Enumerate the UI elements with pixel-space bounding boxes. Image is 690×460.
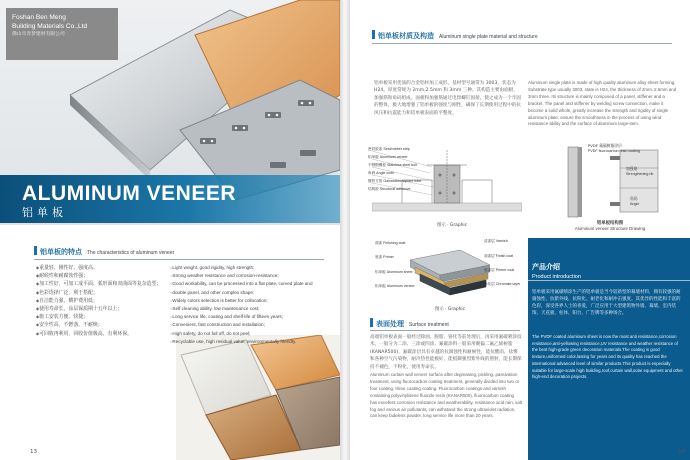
graph-caption: 图示 · Graphic bbox=[436, 223, 468, 228]
stiffener-label bbox=[626, 166, 653, 176]
list-item: ◆ 色彩选择广泛，利于搭配； bbox=[36, 289, 161, 297]
surface-paragraph-cn: 高端铝单板表面一般经过除油、脱脂、铬化等前处理后，再采用氟碳喷涂技术，一般分为二涂、三涂或四涂。氟碳涂料一般采用聚偏二氟乙烯树脂(KANAR500)，氟碳涂层具有卓越的抗腐蚀性和耐候性，能抗酸雨、盐雾和各种空气污染物，耐冷热性能极好，能抵御强烈紫外线的照射，能长期保持不褪色，不粉化，使用寿命长。 bbox=[370, 335, 522, 370]
detail-label: 结构胶 Structural adhesive bbox=[368, 187, 411, 191]
drawing-caption-cn: 铝单板结构图 bbox=[596, 221, 624, 226]
product-intro-heading bbox=[532, 262, 581, 280]
list-item: ◆ 重量轻、刚性好、强度高； bbox=[36, 264, 161, 272]
list-item: ○ Strong weather resistance and corrosion-resistance; bbox=[170, 272, 313, 280]
product-intro-paragraph-en: The PVDF coated aluminum sheet is now the most anti resistance,corrosion resistance,anti-yellowing resistance,UV resistance and weather resistance of the best high-grade green decoration materials.The coating is good texture,uniformed color,lasting for years and its quality has reached the international advanced level of similar products.This product is especially suitable for large-scale high building,roof,curtain wall,solar equipment and other high-end decoration projects. bbox=[532, 334, 683, 380]
book-gutter bbox=[340, 0, 350, 460]
list-item: ◆ 使用寿命长，涂层保质期十五年以上； bbox=[36, 305, 161, 313]
hero-subtitle: 铝单板 bbox=[22, 206, 67, 219]
structure-title-cn: 铝单板材质及构造 bbox=[378, 32, 434, 40]
list-item: ○ Widely colors selection is better for collocation; bbox=[170, 297, 313, 305]
page-number-left: 13 bbox=[30, 449, 37, 455]
layer-label-right: 面漆层 Finish coat bbox=[484, 254, 514, 258]
product-intro-title-cn: 产品介绍 bbox=[532, 263, 560, 271]
product-intro-divider bbox=[528, 280, 690, 281]
layer-label-left: 底漆 Primer bbox=[375, 255, 394, 259]
corner-label bbox=[630, 196, 639, 206]
layer-label-right: 底漆层 Primer coat bbox=[484, 268, 515, 272]
hero-title: ALUMINUM VENEER bbox=[22, 182, 237, 205]
product-intro-title-en: Product introduction bbox=[532, 274, 581, 280]
corner-label-cn: 角码 bbox=[630, 196, 638, 201]
features-divider bbox=[34, 259, 324, 260]
detail-label: 铝单板 Aluminum veneer bbox=[368, 155, 408, 159]
company-name-cn: 佛山市奔梦建材有限公司 bbox=[12, 32, 65, 37]
structure-divider bbox=[372, 43, 672, 44]
list-item: ◆ 耐候性和耐腐蚀性强； bbox=[36, 272, 161, 280]
drawing-caption-en: Aluminum veneer Structure Drawing bbox=[574, 226, 646, 231]
company-label-box bbox=[6, 8, 118, 60]
corner-label-en: Angle bbox=[630, 202, 640, 206]
layer-label-right: 铬化层 Chromate layer bbox=[484, 282, 521, 286]
features-title-bar bbox=[34, 246, 37, 255]
left-page bbox=[0, 0, 340, 460]
list-item: ○ Light weight, good rigidity, high strength; bbox=[170, 264, 313, 272]
pvdf-label-cn: PVDF 氟碳树脂涂层 bbox=[588, 143, 622, 148]
list-item: ○ Long service life, coating and shelf-life of fifteen years; bbox=[170, 313, 313, 321]
panel-swatches-illustration bbox=[176, 335, 340, 460]
structure-drawing bbox=[548, 142, 678, 220]
structure-paragraph-en: Aluminum single plate is made of high quality aluminum alloy sheet forming. Substrate type usually 3003, state is H24, the thickness of 2mm, 2.5mm and 3mm three. Its structure is mainly composed of a panel, stiffener and a bracket. The panel and stiffener by welding screw connection, make it become a solid whole, greatly increase the strength and rigidity of single aluminum plate, ensure the smoothness in the process of using wind resistance ability and the surface of aluminum large-item. bbox=[528, 80, 677, 127]
stiffener-label-en: Strengthening rib bbox=[626, 172, 654, 176]
detail-label: 角码 Angle code bbox=[368, 171, 395, 175]
list-item: ○ Recyclable use, high residual value, environmentally friendly. bbox=[170, 338, 313, 346]
features-title-en: The characteristics of aluminum veneer bbox=[87, 250, 175, 256]
list-item: ◆ 安全性高，不燃落，不耐焕； bbox=[36, 321, 161, 329]
structure-title-bar bbox=[372, 30, 375, 39]
structure-heading bbox=[378, 31, 538, 41]
features-list-en bbox=[170, 264, 313, 346]
surface-divider bbox=[370, 330, 520, 331]
pvdf-label bbox=[588, 143, 640, 153]
features-list-cn bbox=[36, 264, 161, 338]
product-intro-paragraph-cn: 铝单板采用氟碳喷涂生产的铝单板是当今较新型的幕墙材料，拥有较强的耐腐蚀性、抗紫外线、抗粉化、耐老化和耐冲击强度。其优异的性能和丰富的色彩，深受各界人士的喜爱，广泛应用于大型建筑物外墙、幕墙、室内装饰、天花板、柱体、阳台、广告牌等多种场合。 bbox=[532, 290, 681, 316]
layer-label-left: 铝单板 Aluminum sheet bbox=[375, 270, 413, 274]
surface-paragraph-en: Aluminum curtain wall veneer surface after degreasing, pickling, passivation treatment, using fluorocarbon coating treatment, generally divided into two or four coating, three coating coating. Fluorocarbon coatings and varnish containing polyvinylidene fluoride resin (KANAR500), fluorocarbon coating has excellent corrosion resistance and weatherability, resistance acid rain, salt fog and various air pollutants, can withstand the strong ultraviolet radiation, can keep fadeless powder, long service life more than 20 years. bbox=[370, 372, 522, 419]
coating-layers-diagram bbox=[410, 240, 490, 300]
page-number-right: 14 bbox=[678, 449, 685, 455]
surface-title-cn: 表面处理 bbox=[376, 320, 404, 328]
list-item: ○ Good workability, can be processed into a flat plate, curved plate and bbox=[170, 280, 313, 288]
layers-caption: 图示 · Graphic bbox=[434, 307, 466, 312]
surface-heading bbox=[376, 319, 449, 329]
detail-label: 不锈钢螺栓 Stainless steel bolt bbox=[368, 163, 417, 167]
structure-paragraph-cn: 铝单板采用优质的合金铝材加工成形。基材型号通常为 3003，状态为 H24。厚度常规为 2mm,2.5mm 和 3mm 三种。其构造主要由面板、加强筋和角码组成。面板和加强筋通过电焊螺钉固接，使之成为一个牢固的整体，极大地增强了铝单板的强度与刚性，确保了长期使用过程中的抗风压和抗震能力和铝单板表面的平整度。 bbox=[374, 81, 522, 116]
list-item: ○ double panel, and other complex shape; bbox=[170, 289, 313, 297]
surface-title-en: Surface treatment bbox=[409, 322, 449, 328]
list-item: ◆ 施工安装方便、快捷； bbox=[36, 313, 161, 321]
list-item: ◆ 加工性好，可加工成平面、弧形面和双曲面等复杂造型； bbox=[36, 280, 161, 288]
surface-title-bar bbox=[370, 318, 373, 327]
list-item: ◆ 自洁能力强，横护费用低； bbox=[36, 297, 161, 305]
company-name-line1: Foshan Ben Meng bbox=[12, 14, 66, 21]
list-item: ○ Convenient, fast construction and installation; bbox=[170, 321, 313, 329]
stiffener-label-cn: 加强筋 bbox=[626, 166, 638, 171]
detail-label: 镀锌方管 Galvanized square tube bbox=[368, 179, 422, 183]
list-item: ○ Self cleaning ability, low maintenance cost; bbox=[170, 305, 313, 313]
company-name-line2: Building Materials Co.,Ltd bbox=[12, 23, 88, 30]
layer-label-left: 铝单板 Aluminum veneer bbox=[375, 284, 415, 288]
features-title-cn: 铝单板的特点 bbox=[40, 248, 82, 256]
pvdf-label-en: PVDF fluorocarbon resin coating bbox=[588, 149, 640, 153]
list-item: ◆ 可回收再利用，回收价值极高，有利环保。 bbox=[36, 330, 161, 338]
features-heading bbox=[40, 247, 174, 257]
layer-label-left: 面漆 Finishing coat bbox=[375, 241, 406, 245]
list-item: ○ High safety, do not fall off, do not peel; bbox=[170, 330, 313, 338]
detail-label: 密封胶条 Seal/rubber strip bbox=[368, 147, 410, 151]
structure-title-en: Aluminum single plate material and structure bbox=[439, 34, 538, 40]
layer-label-right: 清漆层 Varnish bbox=[484, 239, 508, 243]
